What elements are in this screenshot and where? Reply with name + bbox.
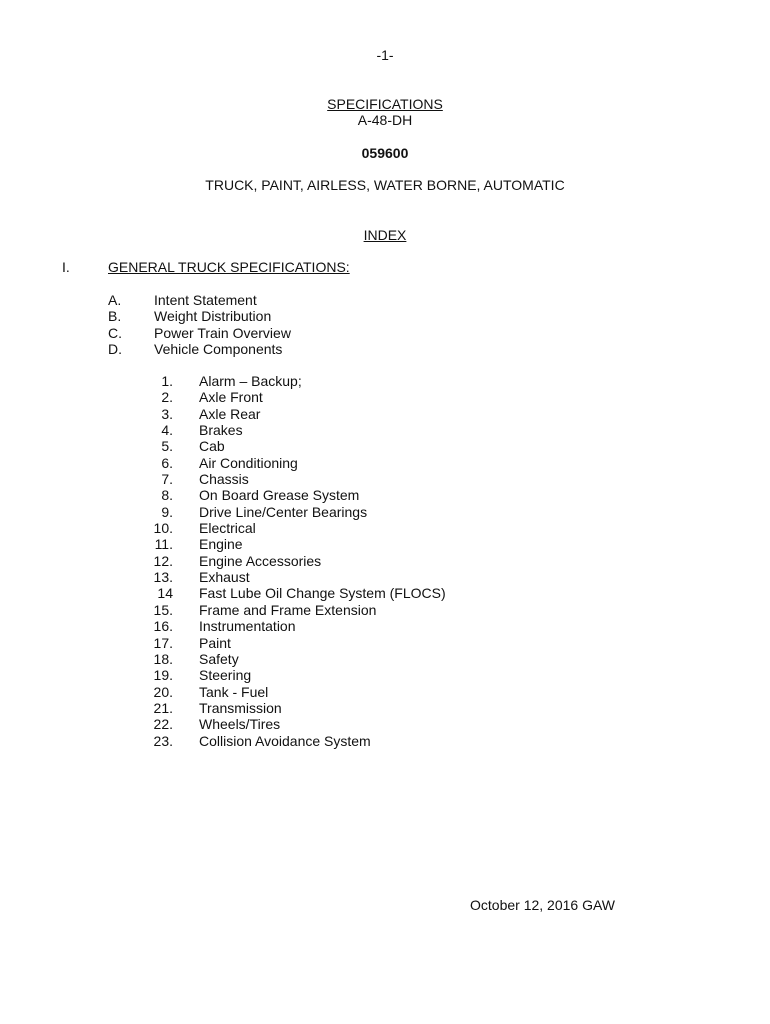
list-label: Air Conditioning (199, 454, 298, 471)
list-number: 15. (153, 601, 173, 618)
list-item (150, 520, 470, 536)
list-number: 13. (153, 569, 173, 586)
list-item (150, 635, 470, 651)
list-label: Axle Front (199, 389, 263, 406)
list-item (150, 536, 470, 552)
list-number: 6. (161, 454, 173, 471)
list-item (150, 471, 470, 487)
list-label: Frame and Frame Extension (199, 601, 377, 618)
list-label: Cab (199, 438, 225, 455)
list-item (150, 700, 470, 716)
page-number: -1- (376, 47, 394, 63)
list-label: Exhaust (199, 569, 250, 586)
vehicle-components-list (150, 373, 470, 749)
list-label: Steering (199, 667, 252, 684)
list-number: 12. (153, 552, 173, 569)
list-number: 10. (153, 520, 173, 537)
list-label: Weight Distribution (154, 308, 272, 325)
list-item (150, 373, 470, 389)
list-item (150, 618, 470, 634)
list-label: Engine Accessories (199, 552, 322, 569)
list-number: 17. (153, 634, 173, 651)
list-number: 9. (161, 503, 173, 520)
list-number: 23. (153, 732, 173, 749)
list-item (150, 667, 470, 683)
list-label: Wheels/Tires (199, 716, 281, 733)
spec-number: 059600 (361, 145, 409, 161)
list-item (150, 684, 470, 700)
list-number: 4. (161, 422, 173, 439)
list-number: 1. (161, 373, 173, 389)
list-marker: D. (108, 340, 122, 357)
list-item (150, 569, 470, 585)
list-label: Intent Statement (154, 292, 257, 308)
list-number: 7. (161, 471, 173, 488)
list-number: 22. (153, 716, 173, 733)
list-item (150, 455, 470, 471)
list-label: Engine (199, 536, 243, 553)
list-item (150, 487, 470, 503)
document-title: TRUCK, PAINT, AIRLESS, WATER BORNE, AUTOMATIC (205, 177, 565, 193)
list-label: Axle Rear (199, 405, 261, 422)
list-label: Tank - Fuel (199, 683, 269, 700)
list-item (150, 553, 470, 569)
spec-code: A-48-DH (357, 112, 413, 128)
section-title: GENERAL TRUCK SPECIFICATIONS: (108, 259, 350, 275)
list-label: Electrical (199, 520, 256, 537)
list-label: On Board Grease System (199, 487, 360, 504)
list-item (150, 406, 470, 422)
list-label: Collision Avoidance System (199, 732, 371, 749)
list-number: 5. (161, 438, 173, 455)
list-item (150, 602, 470, 618)
list-marker: A. (108, 292, 122, 308)
list-marker: B. (108, 308, 122, 325)
list-label: Vehicle Components (154, 340, 283, 357)
list-item (150, 422, 470, 438)
list-label: Brakes (199, 422, 243, 439)
list-number: 8. (161, 487, 173, 504)
list-item (150, 651, 470, 667)
list-number: 3. (161, 405, 173, 422)
list-number: 21. (153, 699, 173, 716)
list-number: 16. (153, 618, 173, 635)
list-label: Power Train Overview (154, 324, 291, 341)
list-label: Alarm – Backup; (199, 373, 302, 389)
section-numeral: I. (62, 259, 70, 275)
list-number: 14 (157, 585, 173, 602)
list-label: Fast Lube Oil Change System (FLOCS) (199, 585, 446, 602)
list-number: 11. (154, 536, 173, 553)
index-heading: INDEX (363, 227, 407, 243)
list-label: Chassis (199, 471, 249, 488)
list-item (150, 389, 470, 405)
list-marker: C. (108, 324, 122, 341)
list-number: 19. (153, 667, 173, 684)
list-item (150, 716, 470, 732)
list-item (150, 438, 470, 454)
spec-title: SPECIFICATIONS (327, 96, 443, 112)
footer-date: October 12, 2016 GAW (470, 897, 615, 913)
list-label: Transmission (199, 699, 282, 716)
list-label: Drive Line/Center Bearings (199, 503, 368, 520)
list-number: 18. (153, 650, 173, 667)
list-label: Safety (199, 650, 239, 667)
list-label: Paint (199, 634, 231, 651)
list-number: 20. (153, 683, 173, 700)
list-item (150, 585, 470, 601)
list-item (150, 733, 470, 749)
list-number: 2. (161, 389, 173, 406)
list-item (150, 504, 470, 520)
list-label: Instrumentation (199, 618, 296, 635)
